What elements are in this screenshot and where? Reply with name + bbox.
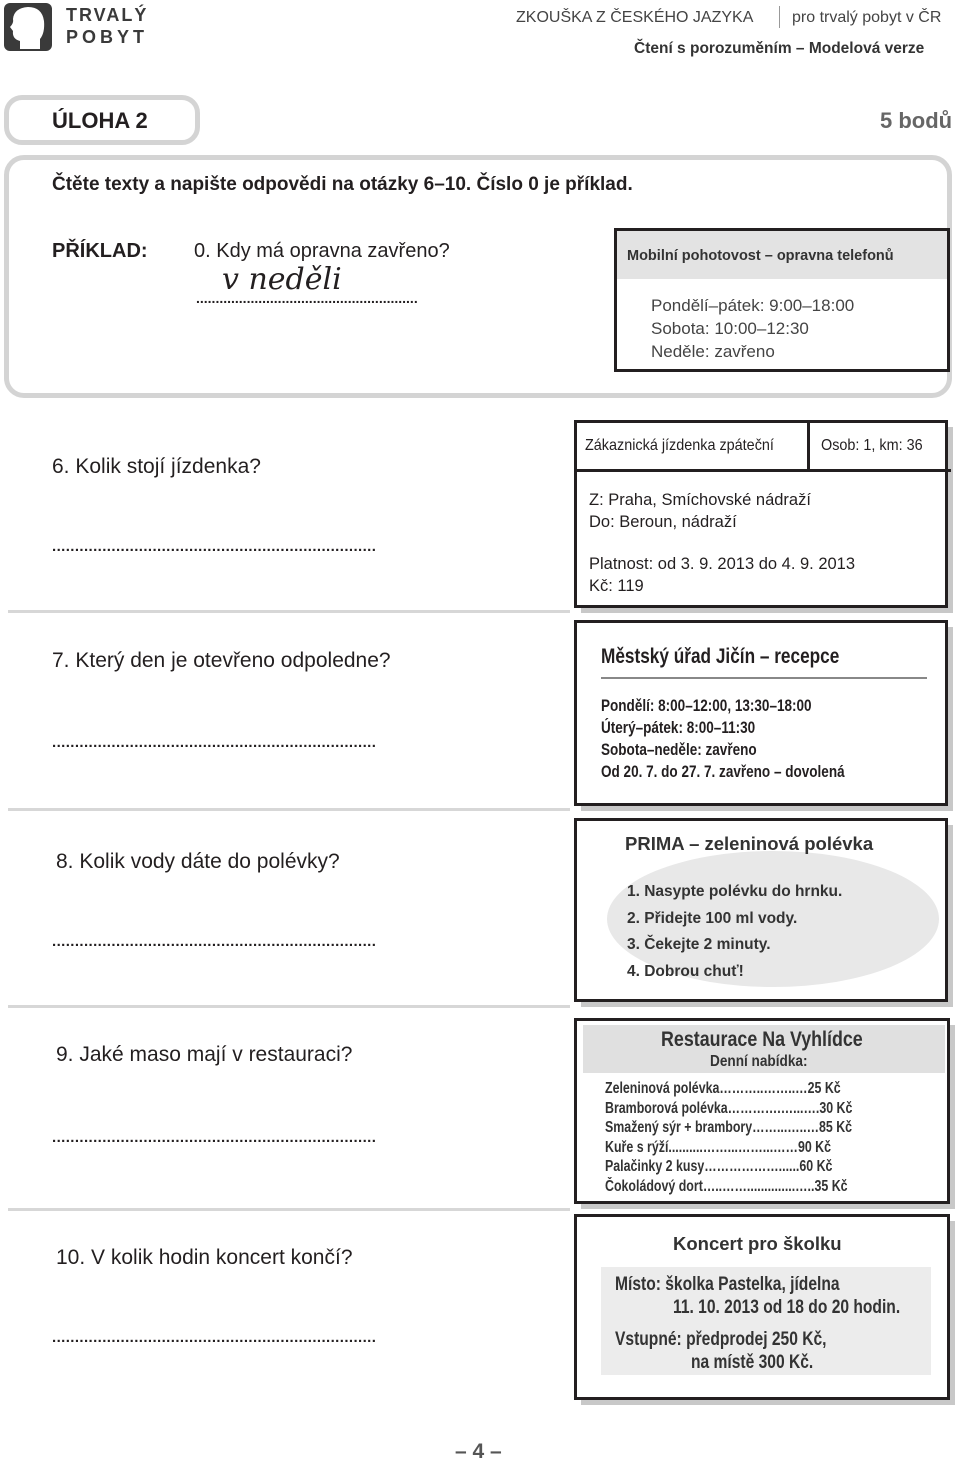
menu-item-price: 60 Kč bbox=[799, 1158, 833, 1175]
menu-item-price: 90 Kč bbox=[797, 1138, 832, 1156]
menu-item-item: Palačinky 2 kusy bbox=[605, 1158, 705, 1175]
office-line-2: Úterý–pátek: 8:00–11:30 bbox=[601, 719, 756, 737]
menu-item-item: Zeleninová polévka bbox=[605, 1080, 720, 1097]
restaurant-box bbox=[574, 1018, 950, 1204]
task-instructions: Čtěte texty a napište odpovědi na otázky 6–10. Číslo 0 je příklad. bbox=[52, 174, 633, 195]
answer-line-6[interactable]: ....................................................................... bbox=[52, 538, 377, 555]
menu-item-dots: ..........……...……...…… bbox=[668, 1138, 798, 1156]
soup-step-3: 3. Čekejte 2 minuty. bbox=[627, 936, 771, 953]
question-7: 7. Který den je otevřeno odpoledne? bbox=[52, 649, 391, 672]
menu-item-dots: …..……..............….. bbox=[702, 1177, 815, 1195]
soup-step-4: 4. Dobrou chuť! bbox=[627, 963, 744, 980]
menu-item-dots: ……...…..… bbox=[752, 1119, 819, 1136]
ticket-from: Z: Praha, Smíchovské nádraží bbox=[589, 491, 811, 509]
separator-3 bbox=[8, 1005, 570, 1008]
menu-item-price: 30 Kč bbox=[819, 1099, 853, 1117]
ticket-price: Kč: 119 bbox=[589, 577, 644, 595]
answer-line-9[interactable]: ....................................................................... bbox=[52, 1129, 377, 1146]
ticket-validity: Platnost: od 3. 9. 2013 do 4. 9. 2013 bbox=[589, 555, 856, 573]
example-answer-dots: ......................................................... bbox=[196, 290, 418, 306]
menu-item bbox=[605, 1178, 848, 1196]
hours-line-3: Neděle: zavřeno bbox=[651, 342, 775, 361]
example-box-title: Mobilní pohotovost – opravna telefonů bbox=[627, 248, 894, 264]
logo-text-2: POBYT bbox=[66, 27, 149, 47]
office-line-1: Pondělí: 8:00–12:00, 13:30–18:00 bbox=[601, 697, 812, 715]
menu-item-dots: ………..……..… bbox=[719, 1080, 808, 1097]
concert-price-2: na místě 300 Kč. bbox=[691, 1351, 814, 1373]
office-line-4: Od 20. 7. do 27. 7. zavřeno – dovolená bbox=[601, 763, 845, 781]
concert-box bbox=[574, 1214, 950, 1400]
exam-title: ZKOUŠKA Z ČESKÉHO JAZYKA bbox=[516, 9, 754, 26]
logo bbox=[4, 3, 149, 53]
question-6: 6. Kolik stojí jízdenka? bbox=[52, 455, 261, 478]
task-title: ÚLOHA 2 bbox=[52, 108, 148, 133]
ticket-type: Zákaznická jízdenka zpáteční bbox=[585, 437, 774, 454]
example-answer: v neděli bbox=[222, 262, 342, 297]
example-label: PŘÍKLAD: bbox=[52, 240, 148, 262]
restaurant-subtitle: Denní nabídka: bbox=[710, 1053, 808, 1070]
ticket-divider-h bbox=[577, 469, 951, 472]
office-box bbox=[574, 620, 948, 806]
menu-item bbox=[605, 1100, 852, 1118]
hours-line-2: Sobota: 10:00–12:30 bbox=[651, 319, 809, 338]
concert-place-2: 11. 10. 2013 od 18 do 20 hodin. bbox=[673, 1296, 901, 1318]
menu-item-item: Smažený sýr + brambory bbox=[605, 1119, 753, 1136]
menu-item-price: 35 Kč bbox=[814, 1177, 848, 1195]
restaurant-title: Restaurace Na Vyhlídce bbox=[661, 1028, 863, 1051]
menu-item bbox=[605, 1119, 852, 1137]
menu-item-item: Bramborová polévka bbox=[605, 1099, 728, 1117]
ticket-to: Do: Beroun, nádraží bbox=[589, 513, 737, 531]
menu-item-item: Čokoládový dort bbox=[605, 1177, 703, 1195]
separator-4 bbox=[8, 1208, 570, 1211]
menu-item bbox=[605, 1080, 841, 1098]
task-points: 5 bodů bbox=[880, 108, 953, 133]
soup-box bbox=[574, 818, 948, 1002]
soup-step-2: 2. Přidejte 100 ml vody. bbox=[627, 910, 798, 927]
menu-item-price: 25 Kč bbox=[807, 1080, 841, 1097]
ticket-divider-v bbox=[807, 423, 810, 470]
question-10: 10. V kolik hodin koncert končí? bbox=[56, 1246, 353, 1269]
example-box bbox=[614, 228, 950, 372]
concert-title: Koncert pro školku bbox=[673, 1233, 842, 1254]
question-8: 8. Kolik vody dáte do polévky? bbox=[56, 850, 340, 873]
separator-1 bbox=[8, 610, 570, 613]
soup-title: PRIMA – zeleninová polévka bbox=[625, 833, 874, 854]
separator-2 bbox=[8, 808, 570, 811]
menu-item bbox=[605, 1158, 832, 1176]
header-divider bbox=[779, 6, 780, 28]
menu-item-dots: ………………...... bbox=[704, 1158, 800, 1175]
answer-line-10[interactable]: ....................................................................... bbox=[52, 1329, 377, 1346]
menu-item-item: Kuře s rýží bbox=[605, 1138, 669, 1156]
exam-subtitle: pro trvalý pobyt v ČR bbox=[792, 9, 942, 26]
office-title: Městský úřad Jičín – recepce bbox=[601, 645, 840, 668]
soup-step-1: 1. Nasypte polévku do hrnku. bbox=[627, 883, 843, 900]
answer-line-7[interactable]: ....................................................................... bbox=[52, 734, 377, 751]
hours-line-1: Pondělí–pátek: 9:00–18:00 bbox=[651, 296, 855, 315]
head-silhouette-icon bbox=[4, 3, 54, 51]
answer-line-8[interactable]: ....................................................................... bbox=[52, 933, 377, 950]
page-number: – 4 – bbox=[455, 1440, 502, 1463]
section-title: Čtení s porozuměním – Modelová verze bbox=[634, 40, 925, 57]
menu-item-price: 85 Kč bbox=[818, 1119, 853, 1136]
question-9: 9. Jaké maso mají v restauraci? bbox=[56, 1043, 353, 1066]
menu-item-dots: ………….…...…. bbox=[727, 1099, 820, 1117]
logo-text-1: TRVALÝ bbox=[66, 5, 149, 25]
office-line-3: Sobota–neděle: zavřeno bbox=[601, 741, 757, 759]
ticket-persons: Osob: 1, km: 36 bbox=[821, 437, 923, 454]
menu-item bbox=[605, 1139, 831, 1157]
concert-place-1: Místo: školka Pastelka, jídelna bbox=[615, 1273, 840, 1295]
office-title-rule bbox=[601, 677, 927, 679]
ticket-box bbox=[574, 420, 948, 608]
example-question: 0. Kdy má opravna zavřeno? bbox=[194, 240, 450, 262]
concert-price-1: Vstupné: předprodej 250 Kč, bbox=[615, 1328, 827, 1350]
